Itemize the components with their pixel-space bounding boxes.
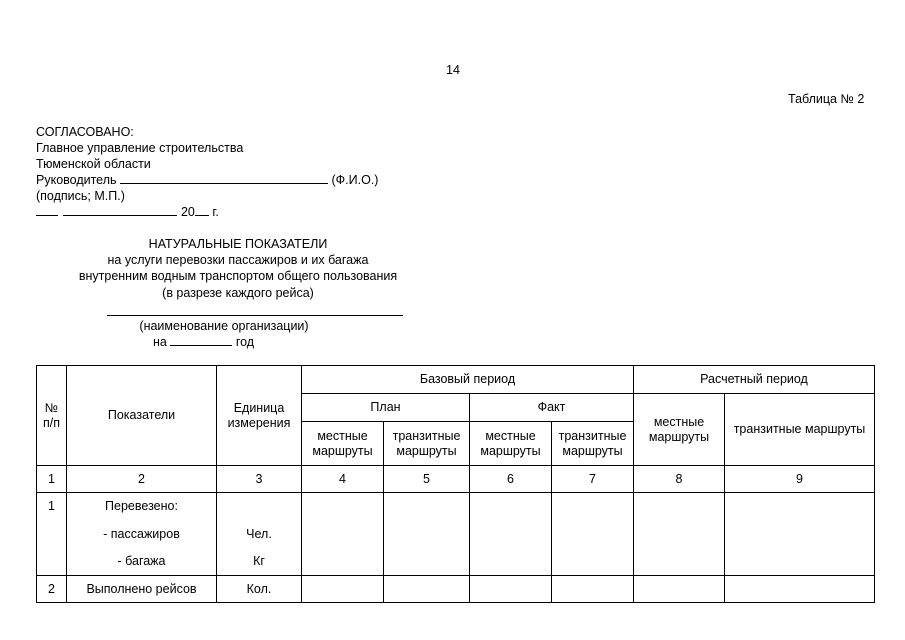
row-unit	[217, 493, 302, 521]
heading-line2: на услуги перевозки пассажиров и их багажа	[107, 253, 369, 267]
row-num	[37, 548, 67, 576]
table-label: Таблица № 2	[788, 92, 865, 106]
row-unit: Кг	[217, 548, 302, 576]
header-plan-local: местные маршруты	[302, 422, 384, 466]
column-number: 7	[552, 466, 634, 493]
header-num: № п/п	[37, 366, 67, 466]
heading-line3: внутренним водным транспортом общего пользования	[78, 269, 398, 283]
row-num	[37, 521, 67, 548]
row-num: 1	[37, 493, 67, 521]
header-base-period: Базовый период	[302, 366, 634, 394]
month-blank	[63, 204, 177, 216]
year-suffix: г.	[212, 205, 219, 219]
header-calc-period: Расчетный период	[634, 366, 875, 394]
column-number: 4	[302, 466, 384, 493]
row-name: Выполнено рейсов	[67, 576, 217, 603]
value-cell	[302, 576, 384, 603]
row-unit: Кол.	[217, 576, 302, 603]
header-fact: Факт	[470, 394, 634, 422]
value-cell	[552, 493, 634, 576]
column-numbers-row	[37, 466, 875, 493]
report-year-prefix: на	[153, 335, 167, 349]
column-number: 9	[725, 466, 875, 493]
table-row	[37, 576, 875, 603]
value-cell	[725, 493, 875, 576]
column-number: 1	[37, 466, 67, 493]
approval-title: СОГЛАСОВАНО:	[36, 125, 134, 139]
column-number: 3	[217, 466, 302, 493]
sign-note: (подпись; М.П.)	[36, 189, 125, 203]
report-year-blank	[170, 334, 232, 346]
header-fact-local: местные маршруты	[470, 422, 552, 466]
column-number: 2	[67, 466, 217, 493]
fio-label: (Ф.И.О.)	[331, 173, 379, 187]
header-fact-transit: транзитные маршруты	[552, 422, 634, 466]
row-num: 2	[37, 576, 67, 603]
value-cell	[470, 576, 552, 603]
header-calc-transit: транзитные маршруты	[725, 394, 875, 466]
day-blank	[36, 204, 58, 216]
value-cell	[552, 576, 634, 603]
heading-line4: (в разрезе каждого рейса)	[162, 286, 314, 300]
year-blank	[195, 204, 209, 216]
approval-org-line1: Главное управление строительства	[36, 141, 244, 155]
value-cell	[302, 493, 384, 576]
year-prefix: 20	[180, 205, 195, 219]
heading-title: НАТУРАЛЬНЫЕ ПОКАЗАТЕЛИ	[148, 237, 328, 251]
row-name: - багажа	[67, 548, 217, 576]
value-cell	[634, 576, 725, 603]
approval-org-line2: Тюменской области	[36, 157, 151, 171]
header-unit: Единица измерения	[217, 366, 302, 466]
value-cell	[384, 493, 470, 576]
signature-line	[120, 172, 328, 184]
head-label: Руководитель	[36, 173, 117, 187]
header-plan-transit: транзитные маршруты	[384, 422, 470, 466]
organization-caption: (наименование организации)	[139, 319, 309, 333]
value-cell	[384, 576, 470, 603]
header-row-1	[37, 366, 875, 394]
row-name: Перевезено:	[67, 493, 217, 521]
organization-name-line	[107, 315, 403, 316]
column-number: 5	[384, 466, 470, 493]
approval-date-line	[36, 204, 219, 220]
report-year-line	[153, 334, 254, 350]
report-year-suffix: год	[235, 335, 255, 349]
column-number: 6	[470, 466, 552, 493]
value-cell	[725, 576, 875, 603]
table-row	[37, 493, 875, 521]
value-cell	[470, 493, 552, 576]
header-plan: План	[302, 394, 470, 422]
row-unit: Чел.	[217, 521, 302, 548]
row-name: - пассажиров	[67, 521, 217, 548]
column-number: 8	[634, 466, 725, 493]
header-calc-local: местные маршруты	[634, 394, 725, 466]
page-number: 14	[446, 63, 460, 77]
indicators-table	[36, 365, 875, 603]
approval-head-line	[36, 172, 378, 188]
header-indicators: Показатели	[67, 366, 217, 466]
value-cell	[634, 493, 725, 576]
